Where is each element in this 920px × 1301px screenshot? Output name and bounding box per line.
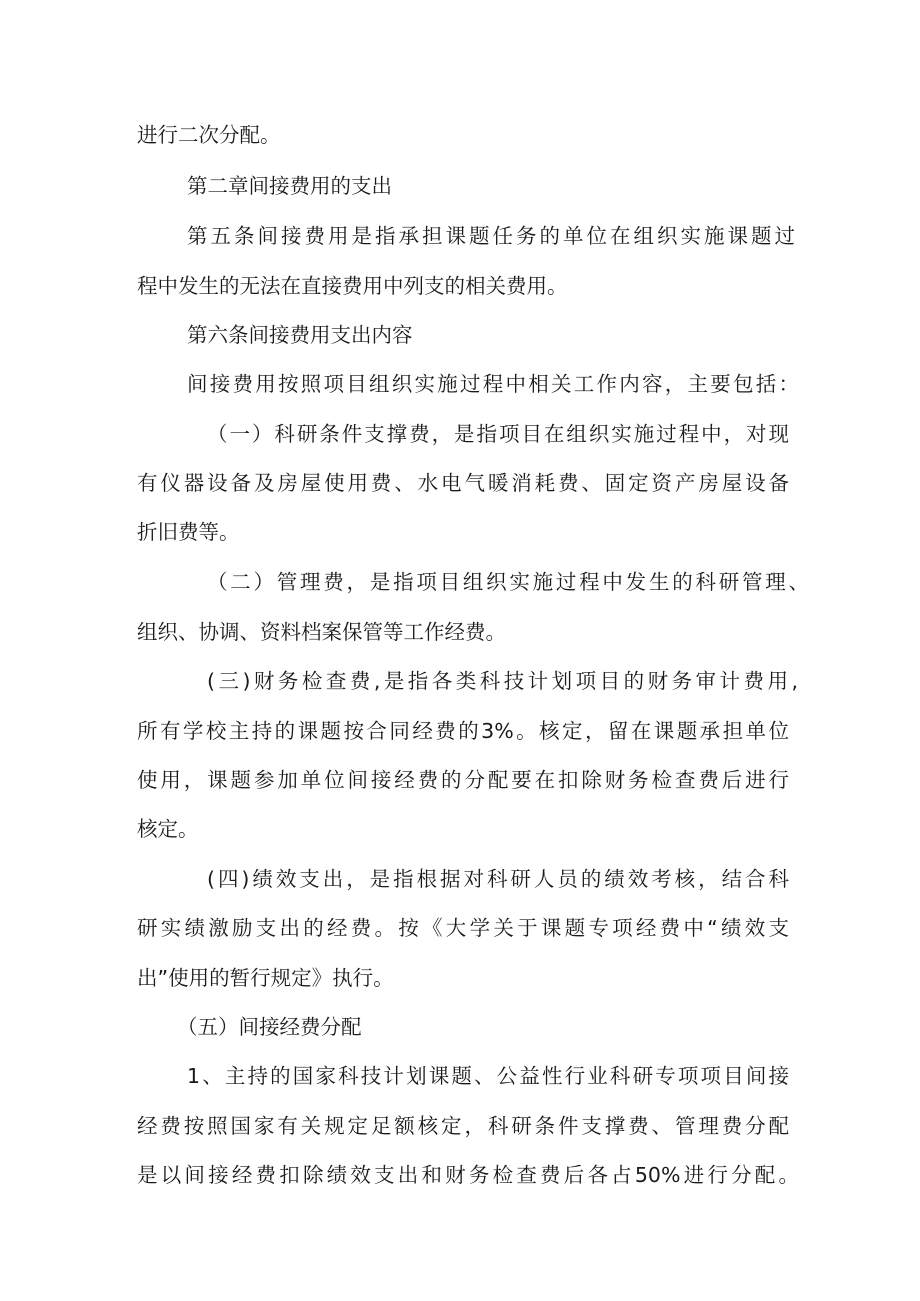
- paragraph-line: 折旧费等。: [137, 520, 240, 544]
- chapter-heading: 第二章间接费用的支出: [187, 174, 392, 198]
- article-heading: 第六条间接费用支出内容: [187, 323, 413, 347]
- paragraph-line: 进行二次分配。: [137, 123, 281, 147]
- paragraph-line: 经费按照国家有关规定足额核定，科研条件支撑费、管理费分配: [137, 1114, 789, 1138]
- paragraph-line: 有仪器设备及房屋使用费、水电气暖消耗费、固定资产房屋设备: [137, 471, 789, 495]
- paragraph-line: 研实绩激励支出的经费。按《大学关于课题专项经费中“绩效支: [137, 916, 789, 940]
- paragraph-line: 使用，课题参加单位间接经费的分配要在扣除财务检查费后进行: [137, 768, 789, 792]
- paragraph-line: 是以间接经费扣除绩效支出和财务检查费后各占50%进行分配。: [137, 1163, 799, 1187]
- paragraph-line: (三)财务检查费,是指各类科技计划项目的财务审计费用,: [207, 669, 798, 693]
- paragraph-line: 程中发生的无法在直接费用中列支的相关费用。: [137, 274, 568, 298]
- section-heading: （五）间接经费分配: [177, 1015, 362, 1039]
- paragraph-line: 出”使用的暂行规定》执行。: [137, 966, 394, 990]
- paragraph-line: 组织、协调、资料档案保管等工作经费。: [137, 620, 506, 644]
- paragraph-line: 第五条间接费用是指承担课题任务的单位在组织实施课题过: [187, 224, 795, 248]
- paragraph-line: (四)绩效支出，是指根据对科研人员的绩效考核，结合科: [207, 867, 789, 891]
- paragraph-line: 核定。: [137, 817, 199, 841]
- paragraph-line: （二）管理费，是指项目组织实施过程中发生的科研管理、: [207, 570, 809, 594]
- paragraph-line: 间接费用按照项目组织实施过程中相关工作内容，主要包括：: [187, 372, 799, 396]
- paragraph-line: （一）科研条件支撑费，是指项目在组织实施过程中，对现: [207, 422, 789, 446]
- paragraph-line: 1、主持的国家科技计划课题、公益性行业科研专项项目间接: [187, 1064, 789, 1088]
- paragraph-line: 所有学校主持的课题按合同经费的3%。核定，留在课题承担单位: [137, 719, 789, 743]
